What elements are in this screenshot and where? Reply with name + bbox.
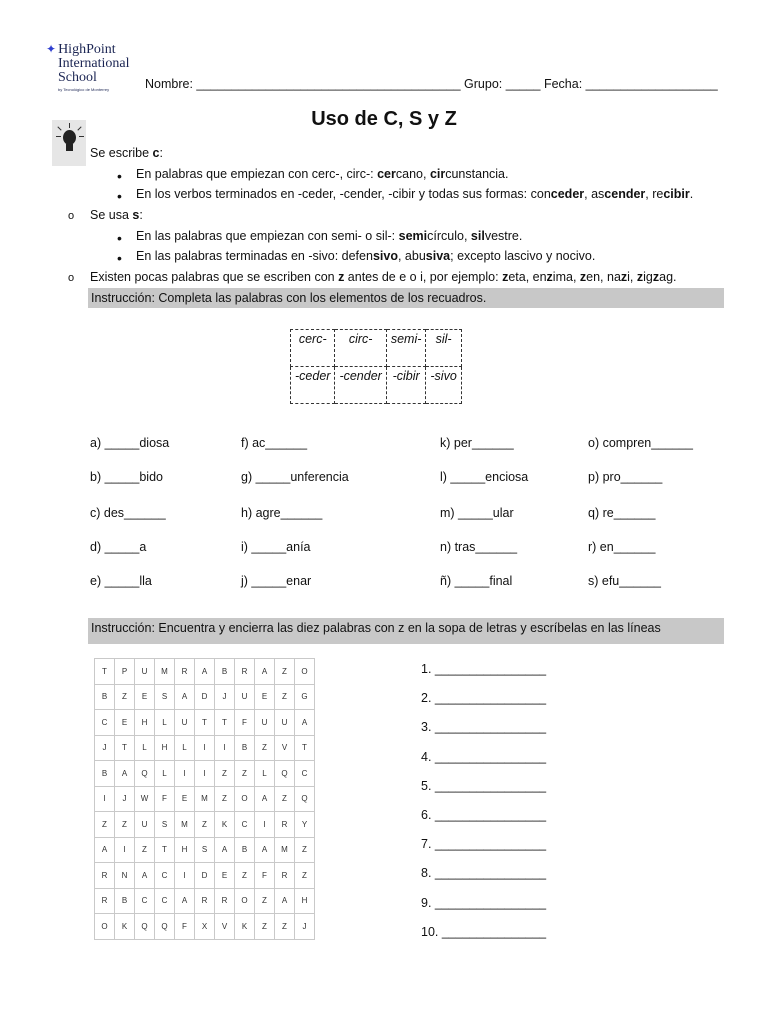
letter-cell[interactable]: H — [295, 888, 315, 914]
letter-cell[interactable]: L — [155, 710, 175, 736]
letter-cell[interactable]: Z — [235, 761, 255, 787]
letter-cell[interactable]: I — [215, 735, 235, 761]
letter-cell[interactable]: B — [235, 735, 255, 761]
letter-cell[interactable]: I — [175, 761, 195, 787]
letter-cell[interactable]: C — [235, 812, 255, 838]
letter-cell[interactable]: S — [155, 812, 175, 838]
letter-cell[interactable]: A — [295, 710, 315, 736]
exercise-item[interactable]: i) _____anía — [241, 540, 311, 554]
letter-cell[interactable]: B — [115, 888, 135, 914]
rule-s-heading: Se usa s: — [90, 208, 143, 222]
exercise-item[interactable]: m) _____ular — [440, 506, 514, 520]
letter-cell[interactable]: Z — [295, 837, 315, 863]
answer-line[interactable]: 9. ________________ — [421, 895, 547, 910]
letter-cell[interactable]: U — [235, 684, 255, 710]
answer-line[interactable]: 5. ________________ — [421, 778, 547, 793]
exercise-item[interactable]: b) _____bido — [90, 470, 163, 484]
letter-cell[interactable]: N — [115, 863, 135, 889]
exercise-item[interactable]: s) efu______ — [588, 574, 661, 588]
exercise-item[interactable]: c) des______ — [90, 506, 166, 520]
letter-cell[interactable]: W — [135, 786, 155, 812]
letter-cell[interactable]: U — [255, 710, 275, 736]
letter-cell[interactable]: U — [135, 659, 155, 685]
exercise-item[interactable]: a) _____diosa — [90, 436, 170, 450]
letter-cell[interactable]: U — [175, 710, 195, 736]
letter-cell[interactable]: J — [215, 684, 235, 710]
letter-cell[interactable]: T — [215, 710, 235, 736]
letter-cell[interactable]: Z — [275, 914, 295, 940]
letter-cell[interactable]: Q — [135, 761, 155, 787]
letter-cell[interactable]: I — [115, 837, 135, 863]
letter-cell[interactable]: E — [115, 710, 135, 736]
letter-cell[interactable]: I — [195, 761, 215, 787]
letter-cell[interactable]: U — [275, 710, 295, 736]
letter-cell[interactable]: B — [215, 659, 235, 685]
star-icon: ✦ — [46, 42, 57, 56]
letter-cell[interactable]: L — [255, 761, 275, 787]
exercise-item[interactable]: n) tras______ — [440, 540, 518, 554]
exercise-item[interactable]: e) _____lla — [90, 574, 152, 588]
logo-line-2: International — [58, 56, 130, 71]
letter-cell[interactable]: O — [235, 786, 255, 812]
answer-line[interactable]: 7. ________________ — [421, 837, 547, 852]
letter-cell[interactable]: K — [235, 914, 255, 940]
answer-line[interactable]: 6. ________________ — [421, 808, 547, 822]
exercise-item[interactable]: d) _____a — [90, 540, 147, 554]
letter-cell[interactable]: C — [295, 761, 315, 787]
box-cell: -cender — [335, 367, 386, 404]
letter-cell[interactable]: Q — [295, 786, 315, 812]
bullet-dot: • — [117, 230, 122, 246]
letter-cell[interactable]: E — [135, 684, 155, 710]
letter-cell[interactable]: F — [255, 863, 275, 889]
letter-cell[interactable]: C — [135, 888, 155, 914]
bullet-circle: o — [68, 210, 75, 222]
letter-cell[interactable]: R — [195, 888, 215, 914]
letter-cell[interactable]: U — [135, 812, 155, 838]
instruction-bar-2: Instrucción: Encuentra y encierra las diez palabras con z en la sopa de letras y escríbelas en las líneas — [88, 618, 724, 644]
letter-cell[interactable]: T — [115, 735, 135, 761]
letter-cell[interactable]: Z — [275, 786, 295, 812]
letter-cell[interactable]: Z — [275, 684, 295, 710]
letter-cell[interactable]: A — [255, 837, 275, 863]
student-info-line[interactable]: Nombre: ______________________________________ Grupo: _____ Fecha: ___________________ — [145, 77, 718, 91]
letter-cell[interactable]: Z — [195, 812, 215, 838]
letter-cell[interactable]: B — [235, 837, 255, 863]
letter-cell[interactable]: H — [135, 710, 155, 736]
exercise-item[interactable]: q) re______ — [588, 506, 656, 520]
rule-c-item-1: En palabras que empiezan con cerc-, circ-: cercano, circunstancia. — [136, 167, 509, 181]
school-logo — [46, 42, 146, 93]
letter-cell[interactable]: J — [95, 735, 115, 761]
letter-cell[interactable]: G — [295, 684, 315, 710]
exercise-item[interactable]: o) compren______ — [588, 436, 693, 450]
bullet-circle: o — [68, 272, 75, 284]
exercise-item[interactable]: k) per______ — [440, 436, 514, 450]
exercise-item[interactable]: p) pro______ — [588, 470, 663, 484]
box-cell: circ- — [335, 330, 386, 367]
box-cell: -sivo — [426, 367, 461, 404]
letter-cell[interactable]: B — [95, 684, 115, 710]
rule-s-item-2: En las palabras terminadas en -sivo: defensivo, abusiva; excepto lascivo y nocivo. — [136, 249, 596, 263]
letter-cell[interactable]: E — [175, 786, 195, 812]
letter-cell[interactable]: L — [135, 735, 155, 761]
letter-cell[interactable]: T — [195, 710, 215, 736]
letter-cell[interactable]: V — [275, 735, 295, 761]
letter-cell[interactable]: Z — [115, 684, 135, 710]
letter-cell[interactable]: H — [155, 735, 175, 761]
exercise-item[interactable]: h) agre______ — [241, 506, 323, 520]
letter-cell[interactable]: R — [175, 659, 195, 685]
letter-cell[interactable]: S — [155, 684, 175, 710]
letter-cell[interactable]: Z — [275, 659, 295, 685]
letter-cell[interactable]: F — [155, 786, 175, 812]
letter-cell[interactable]: K — [215, 812, 235, 838]
logo-line-1: ✦ HighPoint — [46, 42, 116, 57]
logo-line-3: School — [58, 70, 97, 85]
letter-cell[interactable]: Z — [255, 888, 275, 914]
box-cell: -ceder — [291, 367, 335, 404]
letter-cell[interactable]: R — [215, 888, 235, 914]
letter-cell[interactable]: K — [115, 914, 135, 940]
letter-cell[interactable]: D — [195, 684, 215, 710]
letter-cell[interactable]: R — [95, 863, 115, 889]
letter-cell[interactable]: Z — [95, 812, 115, 838]
letter-cell[interactable]: L — [175, 735, 195, 761]
letter-cell[interactable]: M — [195, 786, 215, 812]
letter-cell[interactable]: C — [155, 863, 175, 889]
letter-cell[interactable]: R — [275, 863, 295, 889]
letter-cell[interactable]: F — [175, 914, 195, 940]
answer-line[interactable]: 10. _______________ — [421, 924, 547, 939]
letter-cell[interactable]: J — [115, 786, 135, 812]
letter-cell[interactable]: Z — [255, 914, 275, 940]
letter-cell[interactable]: M — [155, 659, 175, 685]
box-cell: semi- — [386, 330, 426, 367]
answer-line[interactable]: 3. ________________ — [421, 720, 547, 735]
box-cell: -cibir — [386, 367, 426, 404]
answer-line[interactable]: 2. ________________ — [421, 691, 547, 706]
exercise-item[interactable]: r) en______ — [588, 540, 656, 554]
letter-cell[interactable]: Q — [275, 761, 295, 787]
letter-cell[interactable]: Q — [155, 914, 175, 940]
letter-cell[interactable]: I — [95, 786, 115, 812]
letter-cell[interactable]: M — [275, 837, 295, 863]
letter-cell[interactable]: M — [175, 812, 195, 838]
exercise-item[interactable]: ñ) _____final — [440, 574, 513, 588]
letter-cell[interactable]: A — [115, 761, 135, 787]
page-title: Uso de C, S y Z — [311, 108, 457, 130]
letter-cell[interactable]: R — [95, 888, 115, 914]
letter-cell[interactable]: A — [275, 888, 295, 914]
lightbulb-icon — [52, 120, 86, 166]
letter-cell[interactable]: F — [235, 710, 255, 736]
letter-cell[interactable]: Y — [295, 812, 315, 838]
letter-cell[interactable]: Z — [255, 735, 275, 761]
letter-cell[interactable]: C — [155, 888, 175, 914]
letter-cell[interactable]: A — [135, 863, 155, 889]
letter-cell[interactable]: P — [115, 659, 135, 685]
letter-cell[interactable]: R — [235, 659, 255, 685]
letter-cell[interactable]: E — [215, 863, 235, 889]
answer-line[interactable]: 8. ________________ — [421, 866, 547, 881]
rule-c-heading: Se escribe c: — [90, 146, 163, 160]
letter-cell[interactable]: A — [215, 837, 235, 863]
letter-cell[interactable]: I — [175, 863, 195, 889]
letter-cell[interactable]: R — [275, 812, 295, 838]
letter-cell[interactable]: V — [215, 914, 235, 940]
answer-line[interactable]: 1. ________________ — [421, 662, 547, 676]
answer-line[interactable]: 4. ________________ — [421, 749, 547, 764]
exercise-item[interactable]: l) _____enciosa — [440, 470, 529, 484]
box-cell: cerc- — [291, 330, 335, 367]
letter-cell[interactable]: E — [255, 684, 275, 710]
letter-cell[interactable]: O — [95, 914, 115, 940]
box-cell: sil- — [426, 330, 461, 367]
bullet-dot: • — [117, 250, 122, 266]
letter-cell[interactable]: A — [175, 888, 195, 914]
letter-cell[interactable]: O — [235, 888, 255, 914]
letter-cell[interactable]: Q — [135, 914, 155, 940]
letter-cell[interactable]: I — [255, 812, 275, 838]
letter-cell[interactable]: Z — [215, 786, 235, 812]
letter-cell[interactable]: J — [295, 914, 315, 940]
instruction-bar-1: Instrucción: Completa las palabras con los elementos de los recuadros. — [88, 288, 724, 308]
exercise-item[interactable]: g) _____unferencia — [241, 470, 349, 484]
letter-cell[interactable]: Z — [135, 837, 155, 863]
rule-c-item-2: En los verbos terminados en -ceder, -cender, -cibir y todas sus formas: conceder, ascender, recibir. — [136, 187, 694, 201]
letter-cell[interactable]: Z — [295, 863, 315, 889]
exercise-item[interactable]: j) _____enar — [241, 574, 312, 588]
letter-cell[interactable]: X — [195, 914, 215, 940]
rule-s-item-1: En las palabras que empiezan con semi- o sil-: semicírculo, silvestre. — [136, 229, 523, 243]
letter-cell[interactable]: L — [155, 761, 175, 787]
word-search-grid[interactable] — [94, 658, 315, 940]
letter-cell[interactable]: C — [95, 710, 115, 736]
letter-cell[interactable]: A — [255, 659, 275, 685]
letter-cell[interactable]: A — [95, 837, 115, 863]
letter-cell[interactable]: Z — [215, 761, 235, 787]
syllable-boxes — [290, 329, 462, 404]
letter-cell[interactable]: O — [295, 659, 315, 685]
letter-cell[interactable]: Z — [115, 812, 135, 838]
letter-cell[interactable]: H — [175, 837, 195, 863]
bullet-dot: • — [117, 168, 122, 184]
letter-cell[interactable]: Z — [235, 863, 255, 889]
letter-cell[interactable]: A — [175, 684, 195, 710]
letter-cell[interactable]: D — [195, 863, 215, 889]
bullet-dot: • — [117, 188, 122, 204]
rule-z-line: Existen pocas palabras que se escriben con z antes de e o i, por ejemplo: zeta, enzima, zen, nazi, zigzag. — [90, 270, 677, 284]
letter-cell[interactable]: T — [155, 837, 175, 863]
letter-cell[interactable]: B — [95, 761, 115, 787]
letter-cell[interactable]: S — [195, 837, 215, 863]
letter-cell[interactable]: A — [255, 786, 275, 812]
letter-cell[interactable]: A — [195, 659, 215, 685]
letter-cell[interactable]: T — [295, 735, 315, 761]
letter-cell[interactable]: I — [195, 735, 215, 761]
logo-tagline: by Tecnológico de Monterrey — [58, 87, 110, 92]
letter-cell[interactable]: T — [95, 659, 115, 685]
exercise-item[interactable]: f) ac______ — [241, 436, 308, 450]
